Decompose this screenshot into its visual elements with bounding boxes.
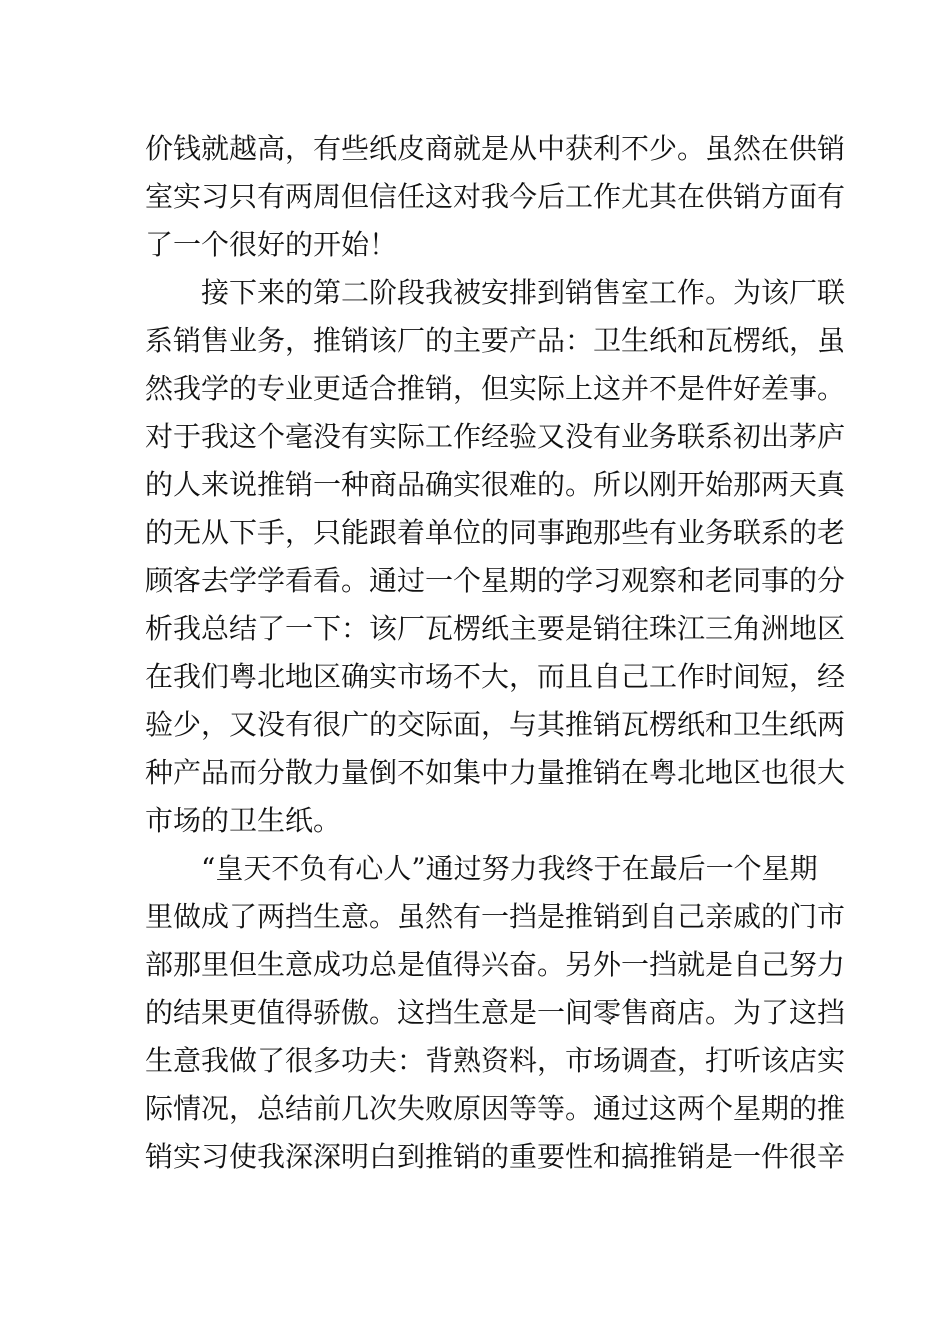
text-line: 部那里但生意成功总是值得兴奋。另外一挡就是自己努力 — [145, 948, 846, 981]
text-line: 的结果更值得骄傲。这挡生意是一间零售商店。为了这挡 — [145, 996, 846, 1029]
body-text — [145, 125, 846, 1181]
text-line: 销实习使我深深明白到推销的重要性和搞推销是一件很辛 — [145, 1140, 846, 1173]
paragraph-first-line: 接下来的第二阶段我被安排到销售室工作。为该厂联 — [201, 276, 846, 309]
text-line: 对于我这个毫没有实际工作经验又没有业务联系初出茅庐 — [145, 420, 846, 453]
text-line: 的无从下手，只能跟着单位的同事跑那些有业务联系的老 — [145, 516, 846, 549]
paragraph-first-line: “皇天不负有心人”通过努力我终于在最后一个星期 — [201, 852, 818, 885]
text-line: 际情况，总结前几次失败原因等等。通过这两个星期的推 — [145, 1092, 846, 1125]
text-line: 顾客去学学看看。通过一个星期的学习观察和老同事的分 — [145, 564, 846, 597]
text-line: 价钱就越高，有些纸皮商就是从中获利不少。虽然在供销 — [145, 132, 846, 165]
text-line: 里做成了两挡生意。虽然有一挡是推销到自己亲戚的门市 — [145, 900, 846, 933]
text-line: 市场的卫生纸。 — [145, 804, 342, 837]
text-line: 验少，又没有很广的交际面，与其推销瓦楞纸和卫生纸两 — [145, 708, 846, 741]
text-line: 生意我做了很多功夫：背熟资料，市场调查，打听该店实 — [145, 1044, 846, 1077]
text-line: 析我总结了一下：该厂瓦楞纸主要是销往珠江三角洲地区 — [145, 612, 846, 645]
text-line: 的人来说推销一种商品确实很难的。所以刚开始那两天真 — [145, 468, 846, 501]
text-line: 了一个很好的开始！ — [145, 228, 398, 261]
text-line: 然我学的专业更适合推销，但实际上这并不是件好差事。 — [145, 372, 846, 405]
text-line: 系销售业务，推销该厂的主要产品：卫生纸和瓦楞纸，虽 — [145, 324, 846, 357]
text-line: 种产品而分散力量倒不如集中力量推销在粤北地区也很大 — [145, 756, 846, 789]
text-line: 在我们粤北地区确实市场不大，而且自己工作时间短，经 — [145, 660, 846, 693]
text-line: 室实习只有两周但信任这对我今后工作尤其在供销方面有 — [145, 180, 846, 213]
